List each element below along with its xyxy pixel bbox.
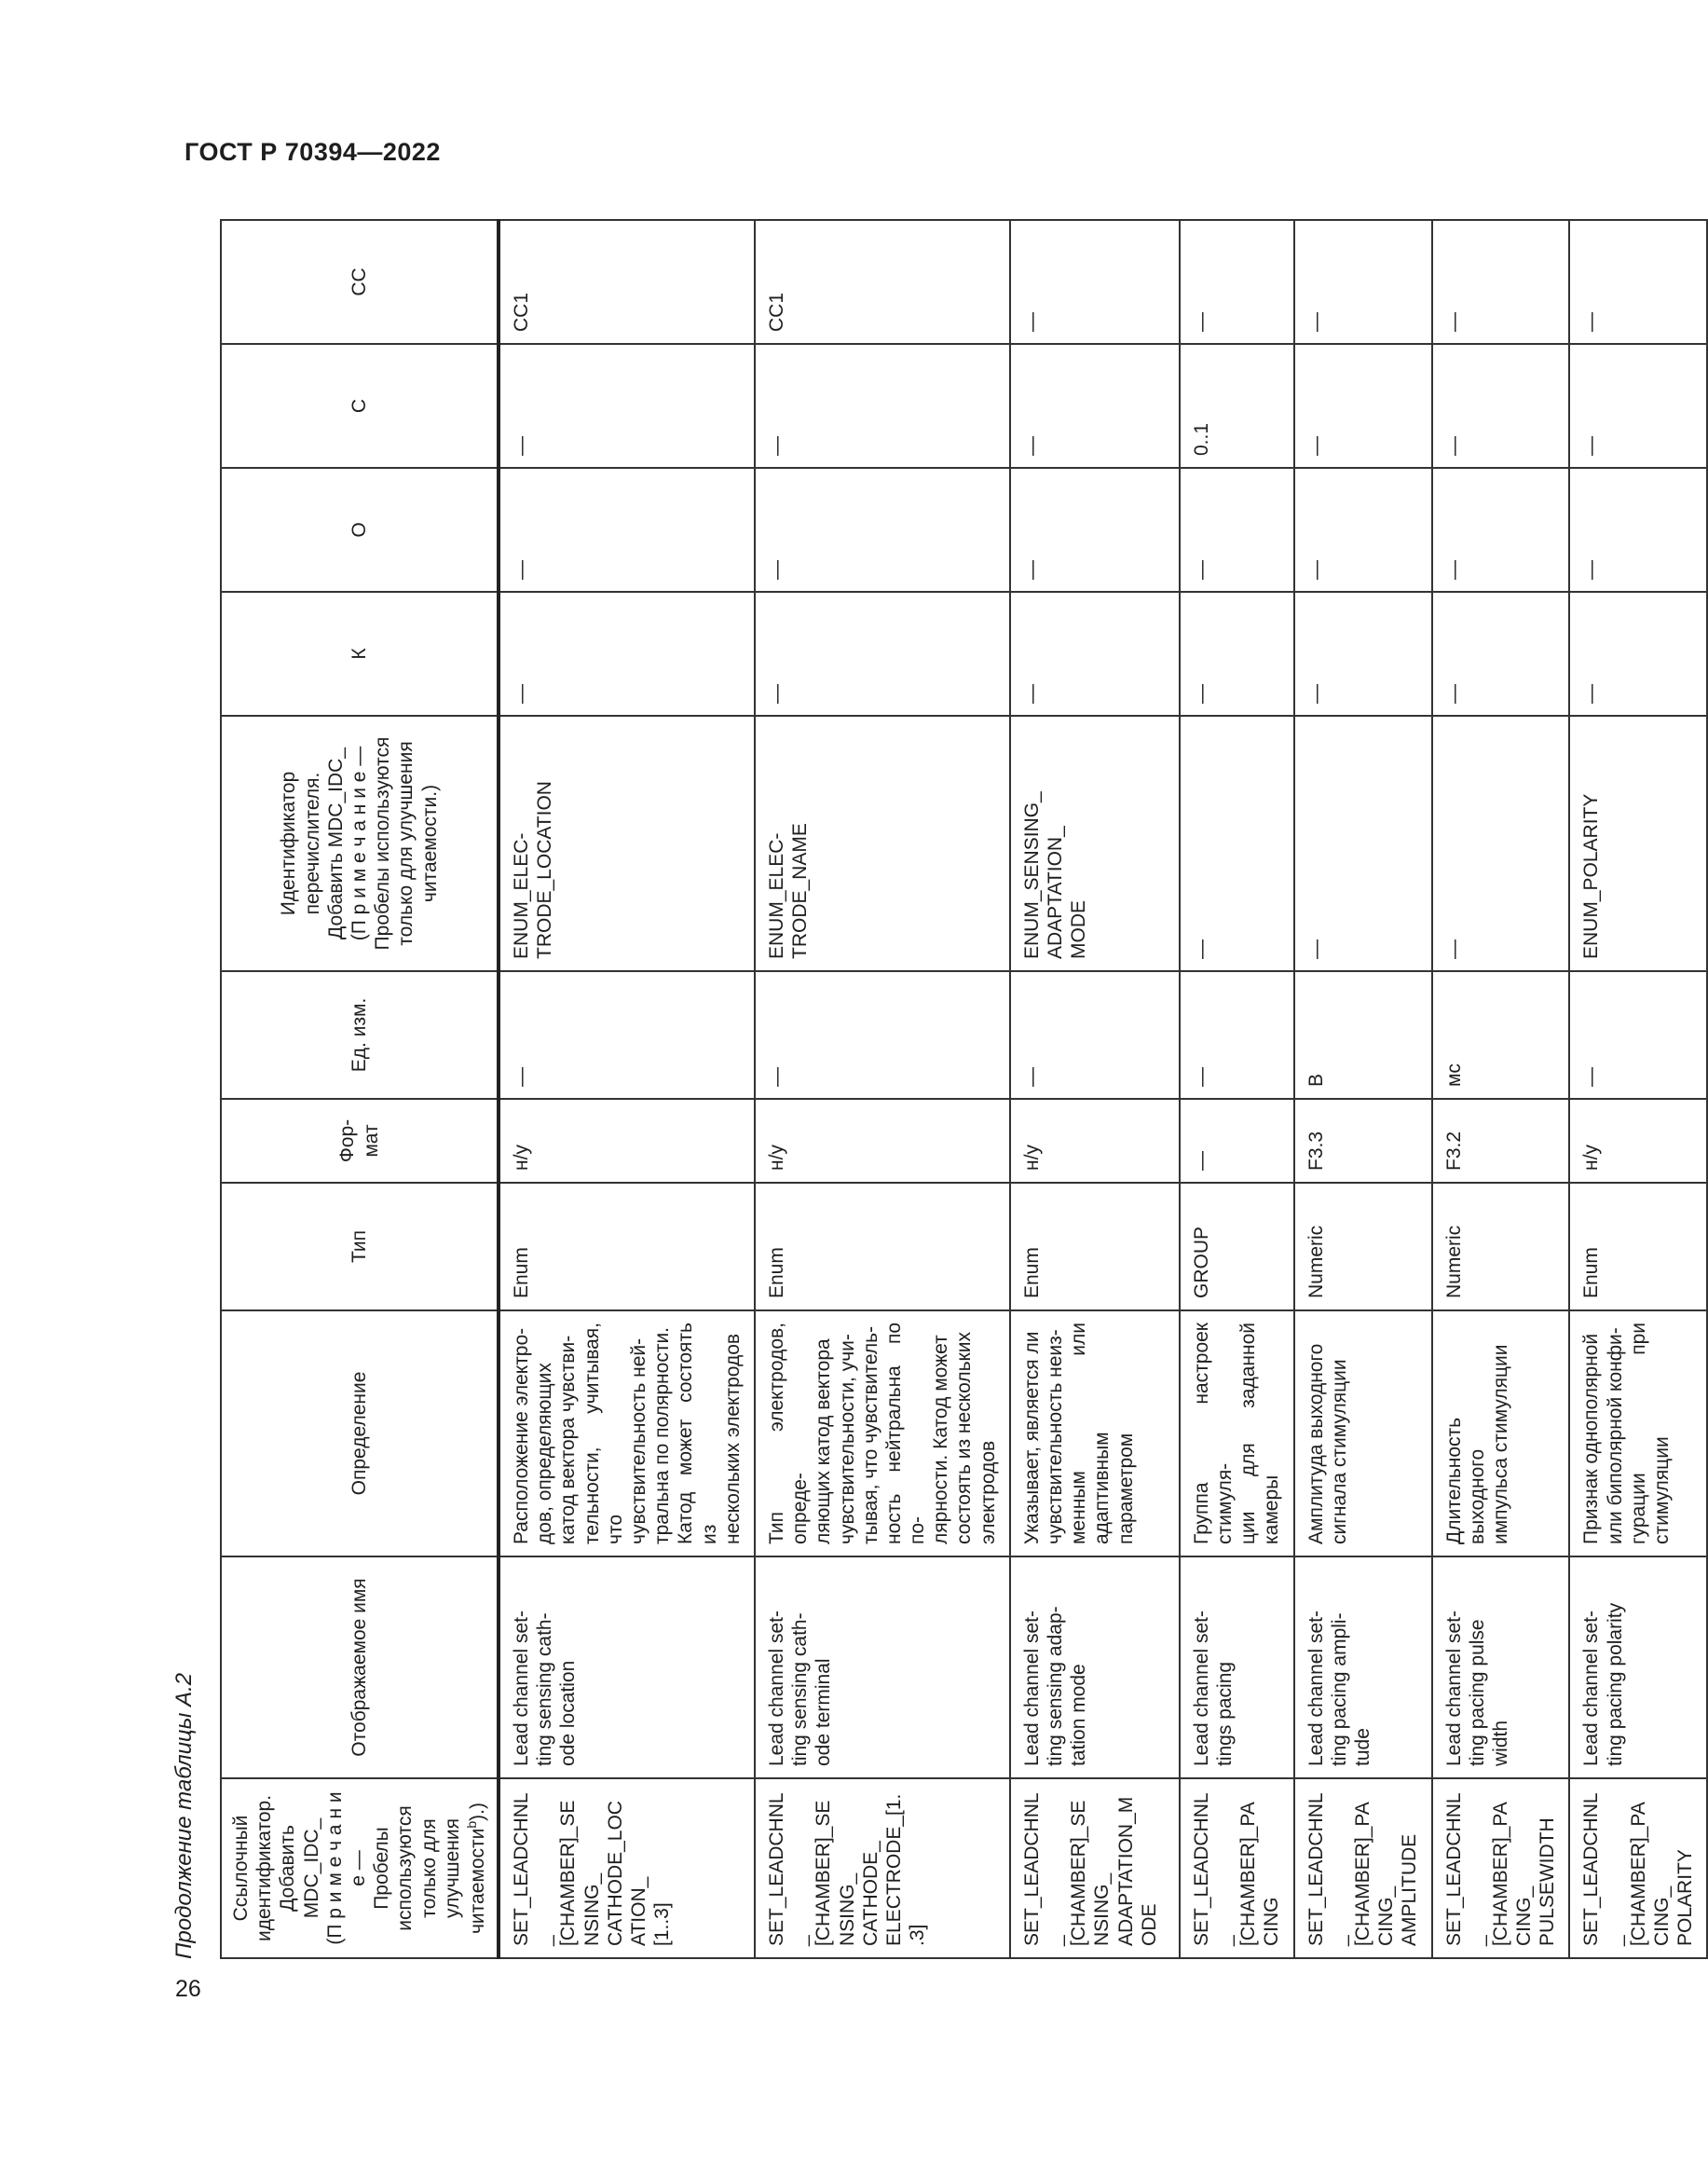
cell-o: — — [1294, 468, 1432, 592]
col-unit: Ед. изм. — [221, 971, 499, 1099]
cell-display-name: Lead channel set- ting sensing cath- ode terminal — [755, 1556, 1010, 1778]
cell-cc: CC1 — [499, 220, 755, 344]
cell-cc: — — [1569, 220, 1707, 344]
cell-k: — — [1432, 592, 1570, 716]
cell-enum-id: — — [1180, 716, 1294, 971]
cell-ref-id: SET_LEADCHNL_ [CHAMBER]_SENSING_ CATHODE_ ELECTRODE_[1..3] — [755, 1778, 1010, 1958]
cell-cc: — — [1294, 220, 1432, 344]
cell-c: — — [1294, 344, 1432, 468]
cell-unit: — — [1010, 971, 1180, 1099]
cell-display-name: Lead channel set- ting pacing polarity — [1569, 1556, 1707, 1778]
cell-definition: Длительность выходного импульса стимуляции — [1432, 1310, 1570, 1556]
col-k: К — [221, 592, 499, 716]
cell-ref-id: SET_LEADCHNL_ [CHAMBER]_PACING_ AMPLITUDE — [1294, 1778, 1432, 1958]
rotated-table-block — [171, 220, 1697, 1959]
cell-unit: В — [1294, 971, 1432, 1099]
cell-cc: CC1 — [755, 220, 1010, 344]
col-c: С — [221, 344, 499, 468]
cell-ref-id: SET_LEADCHNL_ [CHAMBER]_SENSING_ ADAPTATION_MODE — [1010, 1778, 1180, 1958]
cell-ref-id: SET_LEADCHNL_ [CHAMBER]_SENSING_ CATHODE_LOCATION_ [1..3] — [499, 1778, 755, 1958]
table-row — [1432, 220, 1570, 1958]
cell-enum-id: — — [1432, 716, 1570, 971]
cell-format: н/у — [1010, 1099, 1180, 1183]
col-cc: СС — [221, 220, 499, 344]
cell-ref-id: SET_LEADCHNL_ [CHAMBER]_PACING — [1180, 1778, 1294, 1958]
cell-definition: Признак однополярной или биполярной конфи- гурации при стимуляции — [1569, 1310, 1707, 1556]
cell-cc: — — [1432, 220, 1570, 344]
col-format: Фор- мат — [221, 1099, 499, 1183]
table-header-row — [221, 220, 499, 1958]
cell-definition: Группа настроек стимуля- ции для заданной камеры — [1180, 1310, 1294, 1556]
cell-k: — — [1294, 592, 1432, 716]
cell-format: F3.3 — [1294, 1099, 1432, 1183]
cell-type: Enum — [1569, 1183, 1707, 1310]
cell-definition: Расположение электро- дов, определяющих катод вектора чувстви- тельности, учитывая, что чувствительность ней- тральна по полярности. Катод может состоять из нескольких электродов — [499, 1310, 755, 1556]
cell-display-name: Lead channel set- ting sensing cath- ode location — [499, 1556, 755, 1778]
cell-unit: — — [499, 971, 755, 1099]
cell-k: — — [1010, 592, 1180, 716]
cell-definition: Амплитуда выходного сигнала стимуляции — [1294, 1310, 1432, 1556]
cell-unit: мс — [1432, 971, 1570, 1099]
cell-enum-id: ENUM_ELEC- TRODE_LOCATION — [499, 716, 755, 971]
cell-display-name: Lead channel set- ting pacing pulse width — [1432, 1556, 1570, 1778]
col-display-name: Отображаемое имя — [221, 1556, 499, 1778]
cell-format: н/у — [1569, 1099, 1707, 1183]
cell-c: — — [1010, 344, 1180, 468]
cell-display-name: Lead channel set- ting sensing adap- tation mode — [1010, 1556, 1180, 1778]
cell-enum-id: ENUM_POLARITY — [1569, 716, 1707, 971]
cell-type: Enum — [1010, 1183, 1180, 1310]
cell-k: — — [1569, 592, 1707, 716]
cell-type: Numeric — [1432, 1183, 1570, 1310]
cell-enum-id: — — [1294, 716, 1432, 971]
cell-o: — — [1010, 468, 1180, 592]
cell-type: Numeric — [1294, 1183, 1432, 1310]
cell-o: — — [1569, 468, 1707, 592]
cell-o: — — [499, 468, 755, 592]
document-code: ГОСТ Р 70394—2022 — [184, 138, 441, 166]
table-row — [499, 220, 755, 1958]
cell-k: — — [1180, 592, 1294, 716]
cell-enum-id: ENUM_ELEC- TRODE_NAME — [755, 716, 1010, 971]
cell-format: н/у — [755, 1099, 1010, 1183]
cell-c: — — [499, 344, 755, 468]
table-row — [1010, 220, 1180, 1958]
table-row — [755, 220, 1010, 1958]
table-caption: Продолжение таблицы А.2 — [171, 1672, 197, 1959]
cell-o: — — [755, 468, 1010, 592]
cell-c: — — [1432, 344, 1570, 468]
table-row — [1294, 220, 1432, 1958]
cell-unit: — — [1569, 971, 1707, 1099]
page-number: 26 — [175, 1976, 201, 2002]
col-definition: Определение — [221, 1310, 499, 1556]
cell-unit: — — [1180, 971, 1294, 1099]
col-enum-id: Идентификатор перечислителя. Добавить MDC_IDC_ (П р и м е ч а н и е — Пробелы используются только для улучшения читаемости.) — [221, 716, 499, 971]
cell-type: Enum — [499, 1183, 755, 1310]
cell-k: — — [755, 592, 1010, 716]
cell-k: — — [499, 592, 755, 716]
cell-format: — — [1180, 1099, 1294, 1183]
cell-format: н/у — [499, 1099, 755, 1183]
table-row — [1569, 220, 1707, 1958]
cell-unit: — — [755, 971, 1010, 1099]
cell-o: — — [1432, 468, 1570, 592]
data-table — [220, 219, 1708, 1959]
col-type: Тип — [221, 1183, 499, 1310]
cell-c: — — [1569, 344, 1707, 468]
col-o: О — [221, 468, 499, 592]
cell-format: F3.2 — [1432, 1099, 1570, 1183]
col-ref-id: Ссылочный идентификатор. Добавить MDC_IDC_ (П р и м е ч а н и е — Пробелы используются только для улучшения читаемости$^b$).) — [221, 1778, 499, 1958]
cell-display-name: Lead channel set- tings pacing — [1180, 1556, 1294, 1778]
cell-o: — — [1180, 468, 1294, 592]
cell-definition: Указывает, является ли чувствительность неиз- менным или адаптивным параметром — [1010, 1310, 1180, 1556]
cell-cc: — — [1010, 220, 1180, 344]
table-row — [1180, 220, 1294, 1958]
cell-type: Enum — [755, 1183, 1010, 1310]
cell-ref-id: SET_LEADCHNL_ [CHAMBER]_PACING_ POLARITY — [1569, 1778, 1707, 1958]
cell-type: GROUP — [1180, 1183, 1294, 1310]
cell-display-name: Lead channel set- ting pacing ampli- tude — [1294, 1556, 1432, 1778]
cell-ref-id: SET_LEADCHNL_ [CHAMBER]_PACING_ PULSEWIDTH — [1432, 1778, 1570, 1958]
cell-cc: — — [1180, 220, 1294, 344]
cell-c: — — [755, 344, 1010, 468]
cell-definition: Тип электродов, опреде- ляющих катод вектора чувствительности, учи- тывая, что чувствитель- ность нейтральна по по- лярности. Катод может состоять из нескольких электродов — [755, 1310, 1010, 1556]
cell-enum-id: ENUM_SENSING_ ADAPTATION_ MODE — [1010, 716, 1180, 971]
cell-c: 0..1 — [1180, 344, 1294, 468]
